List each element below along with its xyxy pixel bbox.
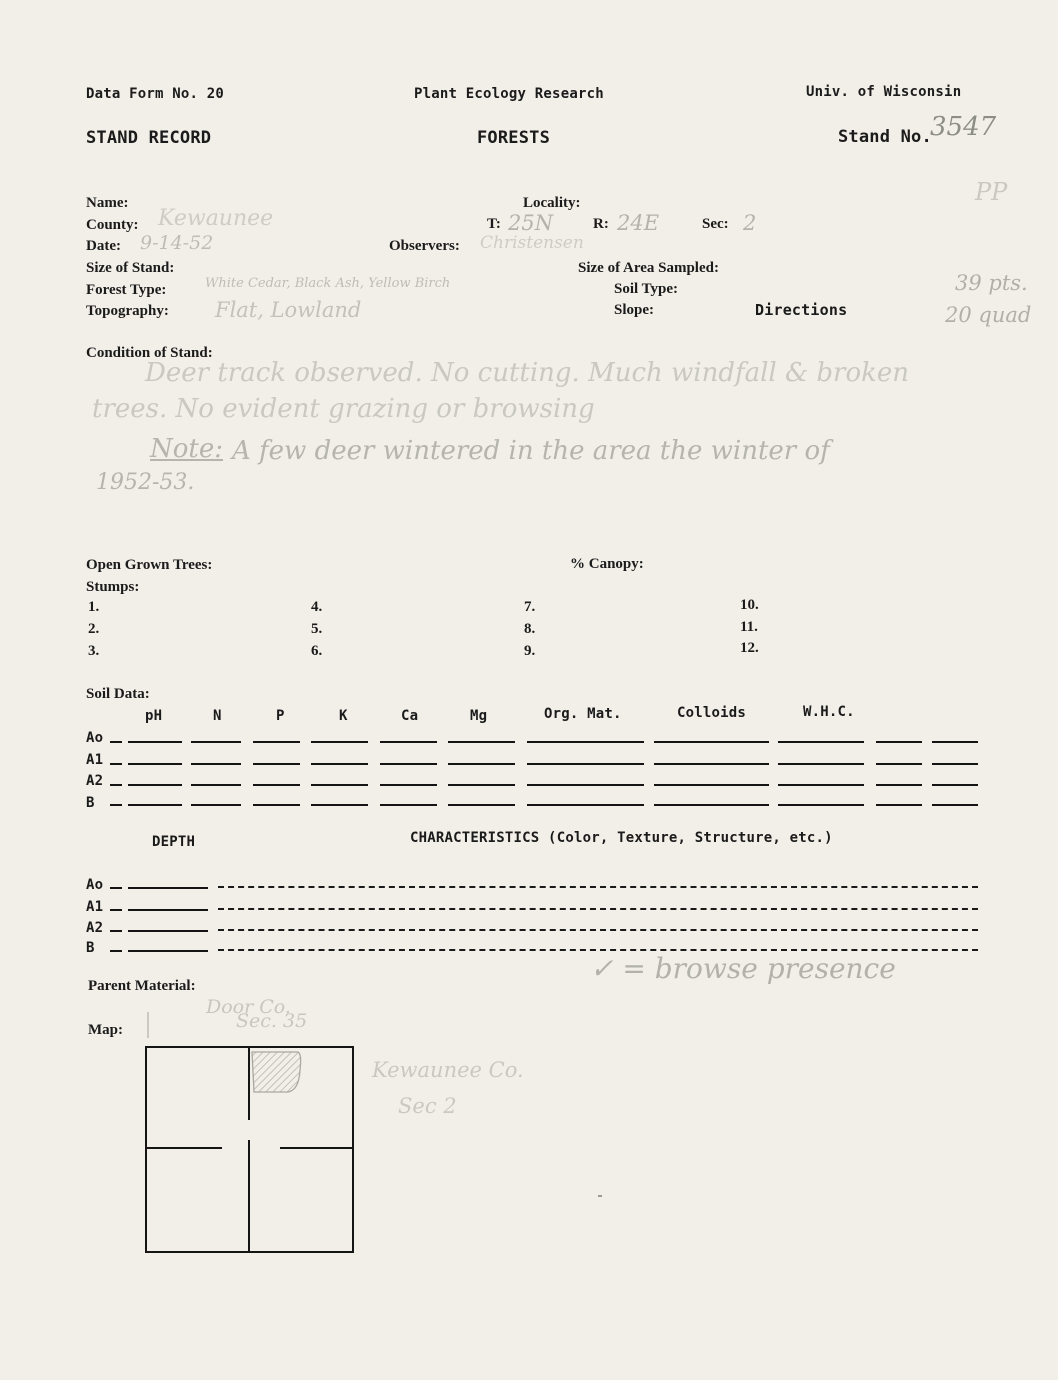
stump-number: 7. (524, 599, 536, 615)
soil-blank-line[interactable] (778, 784, 864, 786)
form-number: Data Form No. 20 (86, 86, 225, 102)
soil-blank-line[interactable] (253, 804, 300, 806)
soil-blank-line[interactable] (128, 804, 182, 806)
soil-column-header: W.H.C. (803, 704, 855, 720)
open-grown-label: Open Grown Trees: (86, 557, 213, 573)
characteristics-label: CHARACTERISTICS (Color, Texture, Structure, etc.) (410, 830, 833, 846)
soil-blank-line[interactable] (253, 741, 300, 743)
soil-row-label: B (86, 795, 95, 811)
condition-line-2: trees. No evident grazing or browsing (92, 394, 595, 424)
observers-label: Observers: (389, 238, 460, 254)
soil-blank-line[interactable] (448, 763, 515, 765)
soil-blank-line[interactable] (253, 784, 300, 786)
depth-row-lead (110, 950, 122, 952)
university-name: Univ. of Wisconsin (806, 84, 962, 100)
browse-note: ✓ = browse presence (590, 952, 896, 985)
depth-blank-line[interactable] (128, 930, 208, 932)
stand-no-value: 3547 (930, 112, 997, 142)
r-label: R: (593, 216, 609, 232)
r-value: 24E (617, 211, 660, 235)
condition-line-3: A few deer wintered in the area the winter of (232, 436, 830, 466)
soil-blank-line[interactable] (527, 763, 644, 765)
stump-number: 4. (311, 599, 323, 615)
soil-blank-line[interactable] (128, 741, 182, 743)
soil-blank-line[interactable] (932, 741, 978, 743)
stump-number: 3. (88, 643, 100, 659)
characteristics-blank-line[interactable] (218, 949, 978, 951)
name-label: Name: (86, 195, 129, 211)
parent-material-label: Parent Material: (88, 978, 196, 994)
date-value: 9-14-52 (140, 232, 214, 254)
soil-blank-line[interactable] (191, 763, 241, 765)
depth-blank-line[interactable] (128, 909, 208, 911)
depth-row-label: A2 (86, 920, 104, 936)
soil-blank-line[interactable] (128, 784, 182, 786)
depth-blank-line[interactable] (128, 887, 208, 889)
depth-row-label: Ao (86, 877, 104, 893)
map-note-1: Kewaunee Co. (372, 1058, 524, 1082)
soil-blank-line[interactable] (527, 784, 644, 786)
soil-blank-line[interactable] (191, 804, 241, 806)
stump-number: 11. (740, 619, 758, 635)
soil-column-header: pH (145, 708, 163, 724)
sampled-area-hatch (252, 1052, 301, 1092)
soil-row-label: A2 (86, 773, 104, 789)
soil-column-header: Ca (401, 708, 419, 724)
soil-blank-line[interactable] (876, 784, 922, 786)
forest-type-value: White Cedar, Black Ash, Yellow Birch (205, 276, 451, 291)
soil-blank-line[interactable] (778, 741, 864, 743)
pencil-dot (598, 1195, 602, 1197)
canopy-label: % Canopy: (570, 556, 644, 572)
corner-note: PP (975, 178, 1008, 206)
stump-number: 5. (311, 621, 323, 637)
soil-blank-line[interactable] (527, 741, 644, 743)
map-label: Map: (88, 1022, 123, 1038)
soil-row-label: Ao (86, 730, 104, 746)
condition-line-4: 1952-53. (96, 470, 195, 495)
soil-row-lead (110, 784, 122, 786)
depth-blank-line[interactable] (128, 950, 208, 952)
stump-number: 6. (311, 643, 323, 659)
record-title: STAND RECORD (86, 128, 212, 148)
condition-label: Condition of Stand: (86, 345, 213, 361)
soil-blank-line[interactable] (932, 763, 978, 765)
date-label: Date: (86, 238, 121, 254)
stump-number: 1. (88, 599, 100, 615)
t-label: T: (487, 216, 501, 232)
forest-label: FORESTS (477, 128, 551, 148)
note-label: Note: (150, 434, 223, 464)
size-stand-label: Size of Stand: (86, 260, 175, 276)
parent-note-2: Sec. 35 (236, 1010, 308, 1032)
soil-blank-line[interactable] (778, 804, 864, 806)
characteristics-blank-line[interactable] (218, 908, 978, 910)
stump-number: 9. (524, 643, 536, 659)
sec-value: 2 (743, 211, 757, 235)
soil-row-lead (110, 804, 122, 806)
depth-row-label: B (86, 940, 95, 956)
soil-blank-line[interactable] (876, 741, 922, 743)
stump-number: 12. (740, 640, 759, 656)
observers-value: Christensen (480, 233, 584, 253)
soil-data-label: Soil Data: (86, 686, 150, 702)
soil-blank-line[interactable] (932, 804, 978, 806)
soil-column-header: Org. Mat. (544, 706, 622, 722)
stump-number: 2. (88, 621, 100, 637)
stump-number: 8. (524, 621, 536, 637)
soil-column-header: N (213, 708, 222, 724)
county-value: Kewaunee (158, 206, 274, 231)
depth-row-lead (110, 909, 122, 911)
soil-blank-line[interactable] (654, 763, 769, 765)
soil-blank-line[interactable] (778, 763, 864, 765)
depth-row-label: A1 (86, 899, 104, 915)
soil-column-header: K (339, 708, 348, 724)
soil-type-label: Soil Type: (614, 281, 679, 297)
section-map (130, 1008, 360, 1238)
stand-no-label: Stand No. (838, 127, 932, 147)
soil-blank-line[interactable] (380, 763, 437, 765)
soil-blank-line[interactable] (311, 763, 368, 765)
soil-column-header: Mg (470, 708, 488, 724)
institution-name: Plant Ecology Research (414, 86, 604, 102)
soil-blank-line[interactable] (654, 741, 769, 743)
soil-blank-line[interactable] (654, 804, 769, 806)
soil-blank-line[interactable] (654, 784, 769, 786)
condition-line-1: Deer track observed. No cutting. Much windfall & broken (145, 358, 910, 388)
points-note: 39 pts. (955, 271, 1028, 295)
county-label: County: (86, 217, 139, 233)
soil-blank-line[interactable] (932, 784, 978, 786)
slope-label: Slope: (614, 302, 655, 318)
soil-blank-line[interactable] (380, 741, 437, 743)
soil-blank-line[interactable] (448, 741, 515, 743)
soil-column-header: P (276, 708, 285, 724)
soil-blank-line[interactable] (311, 741, 368, 743)
soil-blank-line[interactable] (876, 763, 922, 765)
soil-blank-line[interactable] (191, 741, 241, 743)
soil-blank-line[interactable] (527, 804, 644, 806)
characteristics-blank-line[interactable] (218, 929, 978, 931)
depth-row-lead (110, 887, 122, 889)
soil-blank-line[interactable] (380, 804, 437, 806)
soil-blank-line[interactable] (448, 804, 515, 806)
soil-blank-line[interactable] (311, 784, 368, 786)
soil-blank-line[interactable] (311, 804, 368, 806)
area-sampled-label: Size of Area Sampled: (578, 260, 719, 276)
soil-row-lead (110, 763, 122, 765)
topography-label: Topography: (86, 303, 169, 319)
soil-blank-line[interactable] (253, 763, 300, 765)
characteristics-blank-line[interactable] (218, 886, 978, 888)
t-value: 25N (508, 211, 554, 235)
soil-blank-line[interactable] (380, 784, 437, 786)
stump-number: 10. (740, 597, 759, 613)
sec-label: Sec: (702, 216, 729, 232)
soil-blank-line[interactable] (128, 763, 182, 765)
directions-label: Directions (755, 301, 848, 319)
topography-value: Flat, Lowland (215, 298, 362, 322)
locality-label: Locality: (523, 195, 581, 211)
soil-column-header: Colloids (677, 705, 747, 721)
map-note-2: Sec 2 (398, 1094, 457, 1118)
depth-label: DEPTH (152, 834, 196, 850)
soil-blank-line[interactable] (876, 804, 922, 806)
soil-row-label: A1 (86, 752, 104, 768)
soil-blank-line[interactable] (448, 784, 515, 786)
soil-blank-line[interactable] (191, 784, 241, 786)
parent-note-1: Door Co. (206, 996, 291, 1018)
stumps-label: Stumps: (86, 579, 140, 595)
quad-note: 20 quad (945, 303, 1032, 327)
depth-row-lead (110, 930, 122, 932)
soil-row-lead (110, 741, 122, 743)
forest-type-label: Forest Type: (86, 282, 167, 298)
